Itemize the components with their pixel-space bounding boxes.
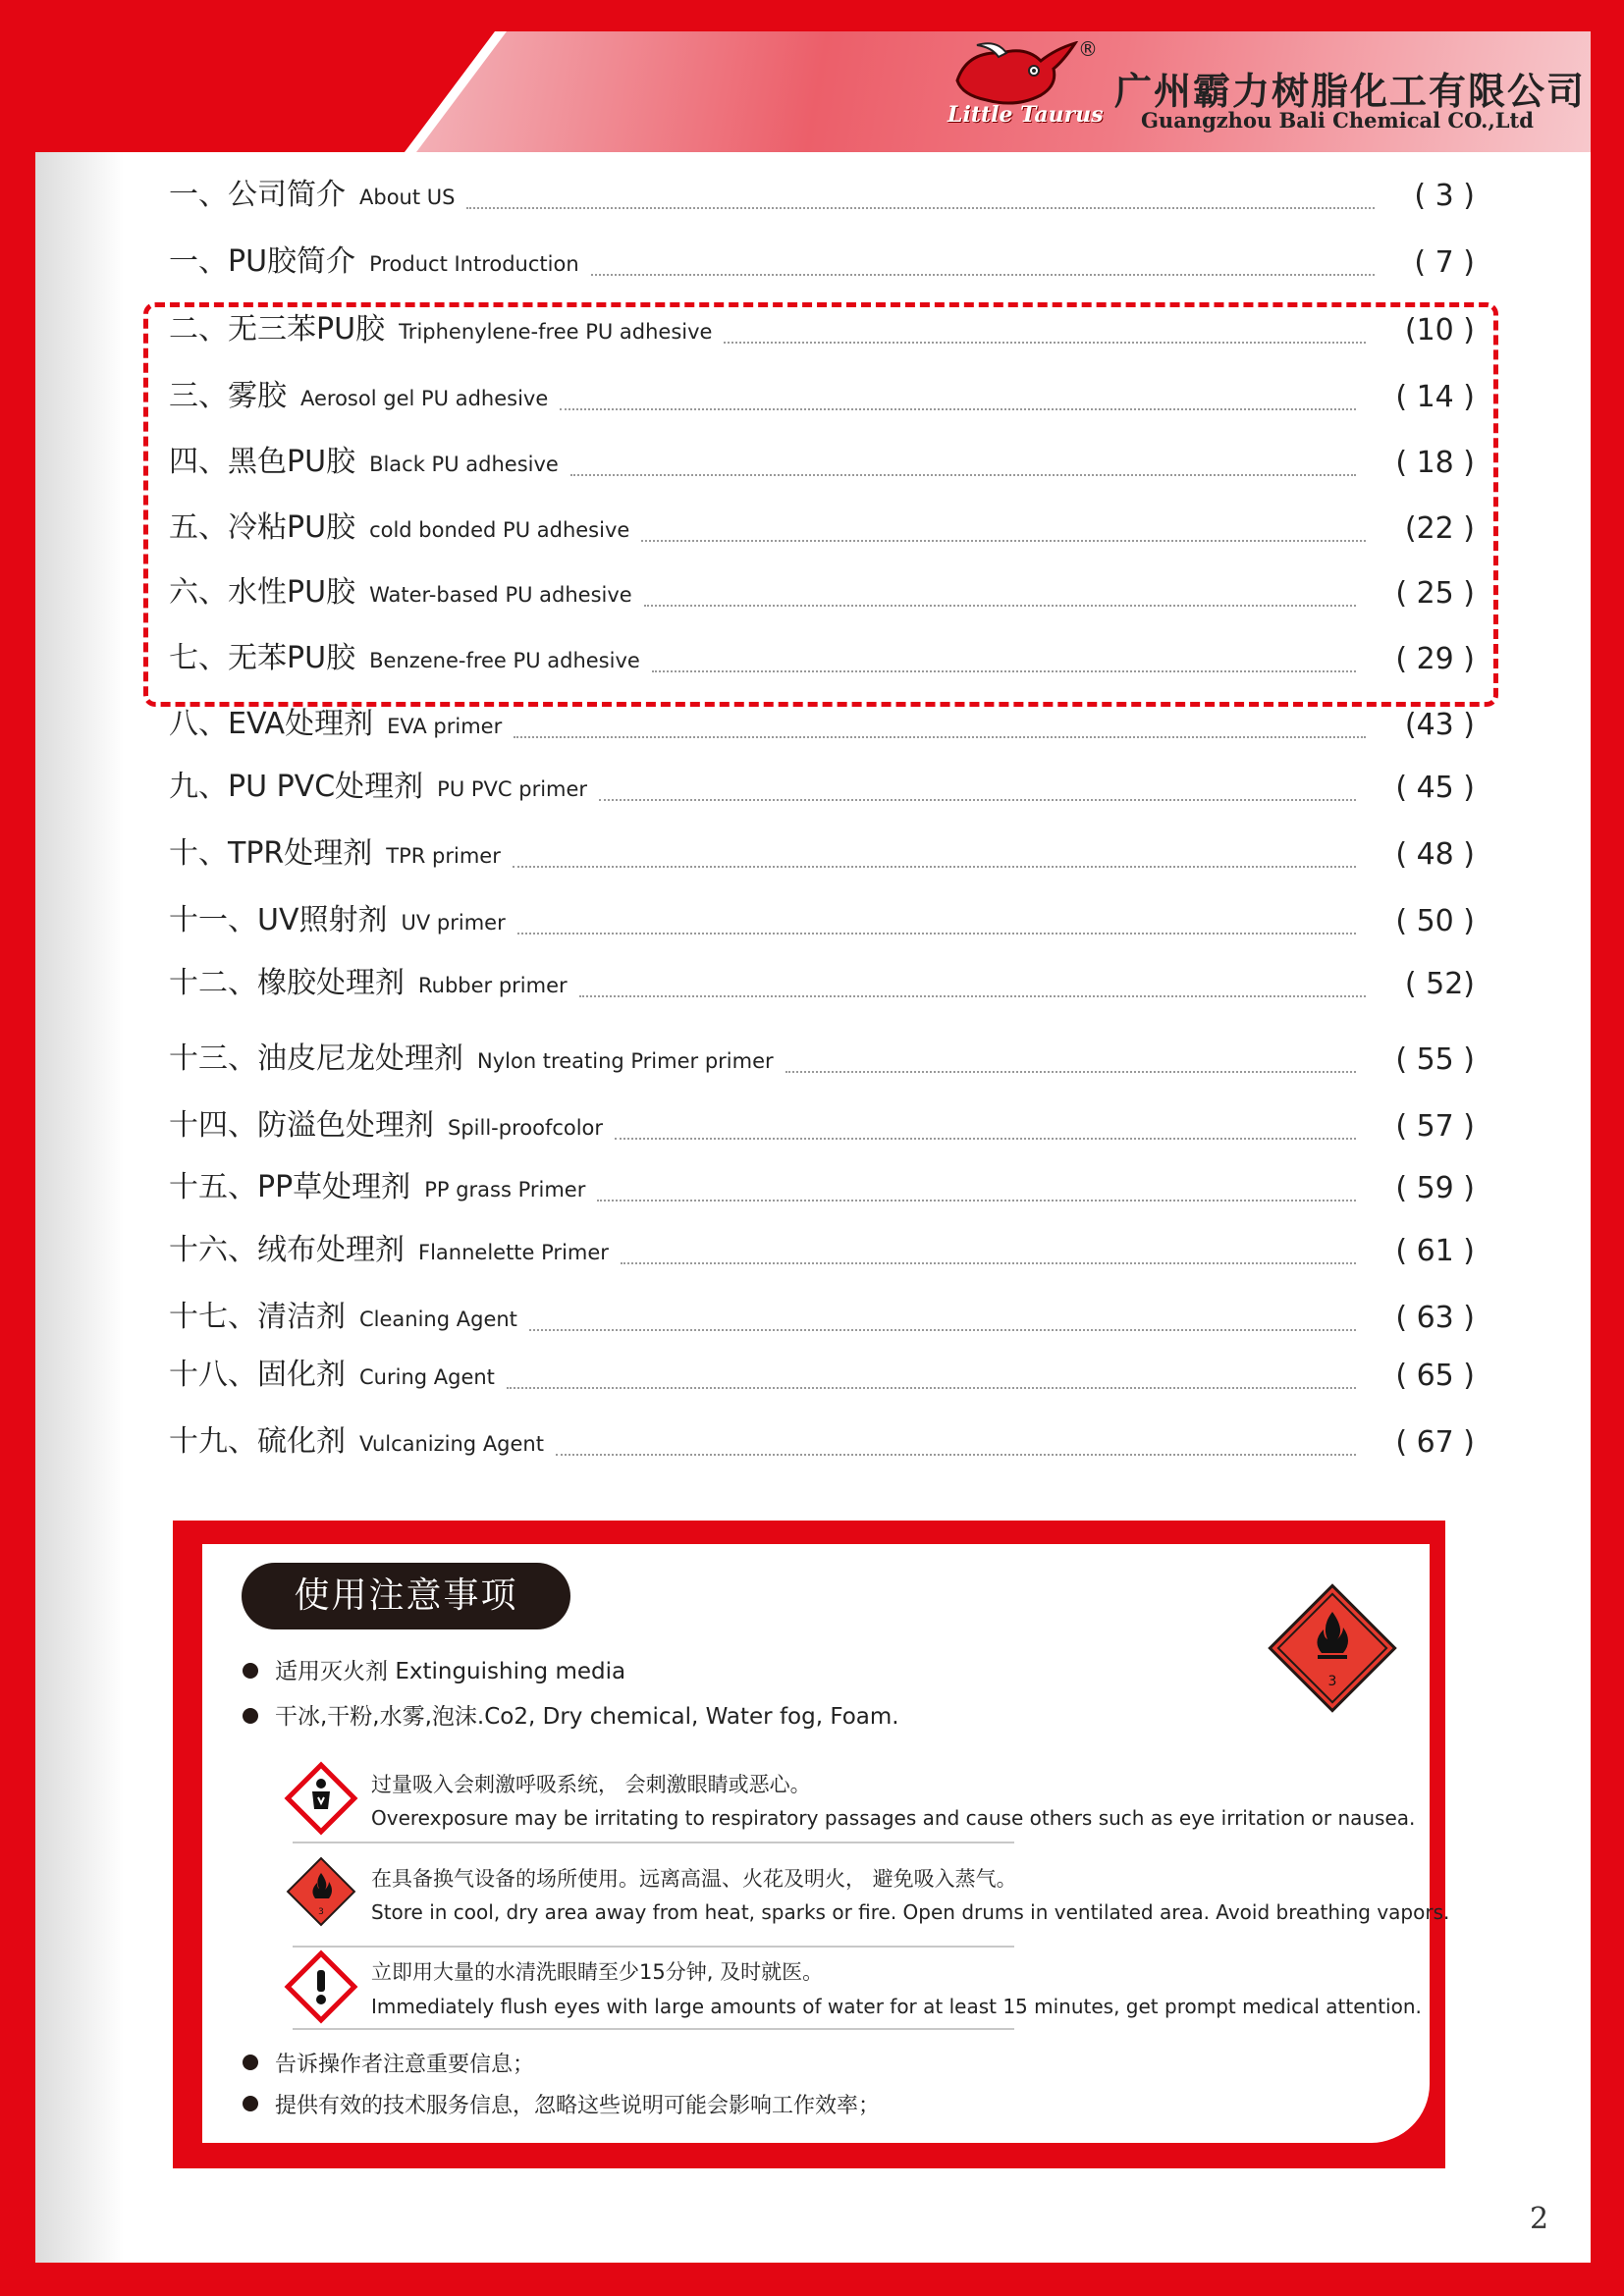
toc-page-number: (10 ): [1404, 313, 1475, 347]
toc-title-en: Black PU adhesive: [369, 453, 559, 476]
toc-page-number: ( 57 ): [1395, 1109, 1475, 1144]
toc-page-number: ( 25 ): [1395, 576, 1475, 611]
toc-title-en: Water-based PU adhesive: [369, 583, 632, 607]
toc-title-cn: 一、PU胶简介: [169, 244, 356, 279]
toc-title: [169, 762, 587, 805]
toc-title-cn: 十七、清洁剂: [169, 1300, 346, 1334]
toc-row: [169, 1227, 1475, 1276]
exclamation-icon: [283, 1949, 359, 2025]
toc-title-cn: 十、TPR处理剂: [169, 836, 373, 871]
divider: [293, 2028, 1014, 2030]
toc-title-cn: 四、黑色PU胶: [169, 445, 356, 479]
toc-title-cn: 十八、固化剂: [169, 1358, 346, 1392]
toc-row: [169, 1102, 1475, 1151]
toc-title-cn: 十三、油皮尼龙处理剂: [169, 1041, 463, 1076]
toc-leader-dots: [514, 736, 1366, 738]
toc-leader-dots: [599, 799, 1356, 801]
toc-leader-dots: [517, 933, 1356, 934]
toc-leader-dots: [507, 1387, 1356, 1389]
toc-row: [169, 172, 1475, 221]
toc-title: [169, 1225, 609, 1268]
toc-leader-dots: [615, 1138, 1356, 1140]
hazard-3-en: Immediately flush eyes with large amounts of water for at least 15 minutes, get prompt medical attention.: [371, 1995, 1422, 2018]
toc-title-en: Aerosol gel PU adhesive: [300, 387, 549, 410]
toc-page-number: (22 ): [1404, 511, 1475, 546]
toc-title-en: Spill-proofcolor: [448, 1116, 604, 1140]
toc-title-cn: 十一、UV照射剂: [169, 903, 388, 937]
logo-text: Little Taurus: [947, 102, 1104, 128]
toc-title-en: Nylon treating Primer primer: [477, 1049, 774, 1073]
toc-title: [169, 1292, 517, 1335]
media-line: 干冰,干粉,水雾,泡沫.Co2, Dry chemical, Water fog, Foam.: [275, 1704, 899, 1730]
hazard-1-cn: 过量吸入会刺激呼吸系统， 会刺激眼睛或恶心。: [371, 1773, 811, 1796]
toc-title-cn: 八、EVA处理剂: [169, 707, 374, 741]
bull-head-icon: [947, 41, 1085, 110]
toc-title-en: Rubber primer: [418, 974, 568, 997]
hazard-class-label: 3: [1327, 1674, 1337, 1689]
toc-title-cn: 六、水性PU胶: [169, 575, 356, 610]
toc-leader-dots: [597, 1200, 1356, 1201]
company-name-en: Guangzhou Bali Chemical CO.,Ltd: [1141, 108, 1534, 133]
toc-row: [169, 764, 1475, 813]
company-name-cn: 广州霸力树脂化工有限公司: [1114, 70, 1587, 113]
toc-row: [169, 1164, 1475, 1213]
bullet-icon: [243, 2055, 258, 2070]
toc-title-cn: 二、无三苯PU胶: [169, 312, 386, 347]
divider: [293, 1946, 1014, 1948]
bull-logo: [947, 41, 1104, 139]
toc-leader-dots: [529, 1329, 1356, 1331]
toc-leader-dots: [513, 866, 1356, 868]
toc-page-number: ( 59 ): [1395, 1171, 1475, 1205]
toc-page-number: ( 63 ): [1395, 1301, 1475, 1335]
toc-page-number: ( 50 ): [1395, 904, 1475, 938]
toc-title-cn: 十四、防溢色处理剂: [169, 1108, 434, 1143]
toc-title-en: Flannelette Primer: [418, 1241, 609, 1264]
toc-leader-dots: [556, 1454, 1356, 1456]
extinguishing-line: [275, 1653, 625, 1685]
toc-title-en: Cleaning Agent: [359, 1308, 517, 1331]
toc-title-cn: 三、雾胶: [169, 379, 287, 413]
toc-page-number: ( 48 ): [1395, 837, 1475, 872]
flammable-icon: [283, 1853, 359, 1930]
extinguishing-en: Extinguishing media: [395, 1659, 626, 1684]
toc-leader-dots: [621, 1262, 1356, 1264]
note-line-1: 告诉操作者注意重要信息；: [275, 2053, 535, 2077]
toc-page-number: (43 ): [1404, 708, 1475, 742]
toc-page-number: ( 67 ): [1395, 1425, 1475, 1460]
toc-title-en: About US: [359, 186, 456, 209]
bullet-icon: [243, 2096, 258, 2111]
toc-row: [169, 701, 1475, 750]
toc-title-en: cold bonded PU adhesive: [369, 518, 630, 542]
toc-page-number: ( 3 ): [1414, 179, 1475, 213]
toc-title-cn: 十六、绒布处理剂: [169, 1233, 405, 1267]
divider: [293, 1842, 1014, 1843]
toc-title: [169, 237, 579, 280]
toc-title: [169, 1100, 603, 1144]
note-line-2: 提供有效的技术服务信息，忽略这些说明可能会影响工作效率；: [275, 2094, 881, 2118]
toc-title-cn: 七、无苯PU胶: [169, 641, 356, 675]
toc-title-cn: 十九、硫化剂: [169, 1424, 346, 1459]
toc-row: [169, 1036, 1475, 1085]
toc-title: [169, 1416, 544, 1460]
hazard-1-en: Overexposure may be irritating to respiratory passages and cause others such as eye irritation or nausea.: [371, 1806, 1416, 1830]
toc-page-number: ( 14 ): [1395, 380, 1475, 414]
toc-title-cn: 九、PU PVC处理剂: [169, 770, 424, 804]
toc-page-number: ( 45 ): [1395, 771, 1475, 805]
toc-title-en: Triphenylene-free PU adhesive: [399, 320, 713, 344]
toc-page-number: ( 65 ): [1395, 1359, 1475, 1393]
toc-title: [169, 958, 568, 1001]
health-hazard-icon: [283, 1760, 359, 1837]
toc-title-en: Curing Agent: [359, 1365, 495, 1389]
binding-shadow: [35, 152, 124, 2263]
toc-row: [169, 1294, 1475, 1343]
toc-title-en: EVA primer: [387, 715, 503, 738]
toc-title-en: PU PVC primer: [437, 777, 588, 801]
toc-leader-dots: [591, 274, 1375, 276]
toc-title: [169, 1350, 495, 1393]
hazard-3-cn: 立即用大量的水清洗眼睛至少15分钟, 及时就医。: [371, 1960, 824, 1984]
toc-leader-dots: [579, 995, 1366, 997]
bullet-icon: [243, 1663, 258, 1679]
page-number: 2: [1530, 2202, 1549, 2236]
hazard-class-label: 3: [318, 1907, 324, 1917]
toc-title-cn: 十二、橡胶处理剂: [169, 966, 405, 1000]
highlight-dashed-box: [143, 302, 1498, 707]
toc-title-en: Vulcanizing Agent: [359, 1432, 544, 1456]
hazard-2-en: Store in cool, dry area away from heat, sparks or fire. Open drums in ventilated area. Avoid breathing vapors.: [371, 1900, 1450, 1924]
toc-page-number: ( 55 ): [1395, 1042, 1475, 1077]
toc-title-en: UV primer: [401, 911, 506, 934]
toc-row: [169, 960, 1475, 1009]
hazard-2-cn: 在具备换气设备的场所使用。远离高温、火花及明火， 避免吸入蒸气。: [371, 1867, 1017, 1891]
toc-row: [169, 239, 1475, 288]
flammable-gas-icon: [1267, 1582, 1398, 1714]
toc-page-number: ( 18 ): [1395, 446, 1475, 480]
toc-row: [169, 1352, 1475, 1401]
toc-leader-dots: [466, 207, 1375, 209]
toc-title: [169, 170, 455, 213]
toc-title: [169, 895, 506, 938]
toc-title: [169, 1162, 585, 1205]
toc-page-number: ( 61 ): [1395, 1234, 1475, 1268]
toc-page-number: ( 52): [1404, 967, 1475, 1001]
toc-leader-dots: [785, 1071, 1356, 1073]
toc-title-en: PP grass Primer: [424, 1178, 586, 1201]
bullet-icon: [243, 1708, 258, 1724]
toc-title: [169, 828, 501, 872]
toc-page-number: ( 29 ): [1395, 642, 1475, 676]
registered-mark: ®: [1078, 37, 1098, 61]
extinguishing-cn: 适用灭火剂: [275, 1659, 388, 1684]
toc-row: [169, 897, 1475, 946]
toc-title-en: TPR primer: [386, 844, 501, 868]
toc-title-cn: 一、公司简介: [169, 178, 346, 212]
toc-title-cn: 十五、PP草处理剂: [169, 1170, 411, 1204]
toc-row: [169, 830, 1475, 880]
toc-page-number: ( 7 ): [1414, 245, 1475, 280]
toc-title-cn: 五、冷粘PU胶: [169, 510, 356, 545]
toc-title-en: Benzene-free PU adhesive: [369, 649, 640, 672]
notice-title: 使用注意事项: [242, 1563, 570, 1629]
toc-title-en: Product Introduction: [369, 252, 579, 276]
toc-title: [169, 1034, 774, 1077]
toc-row: [169, 1418, 1475, 1468]
